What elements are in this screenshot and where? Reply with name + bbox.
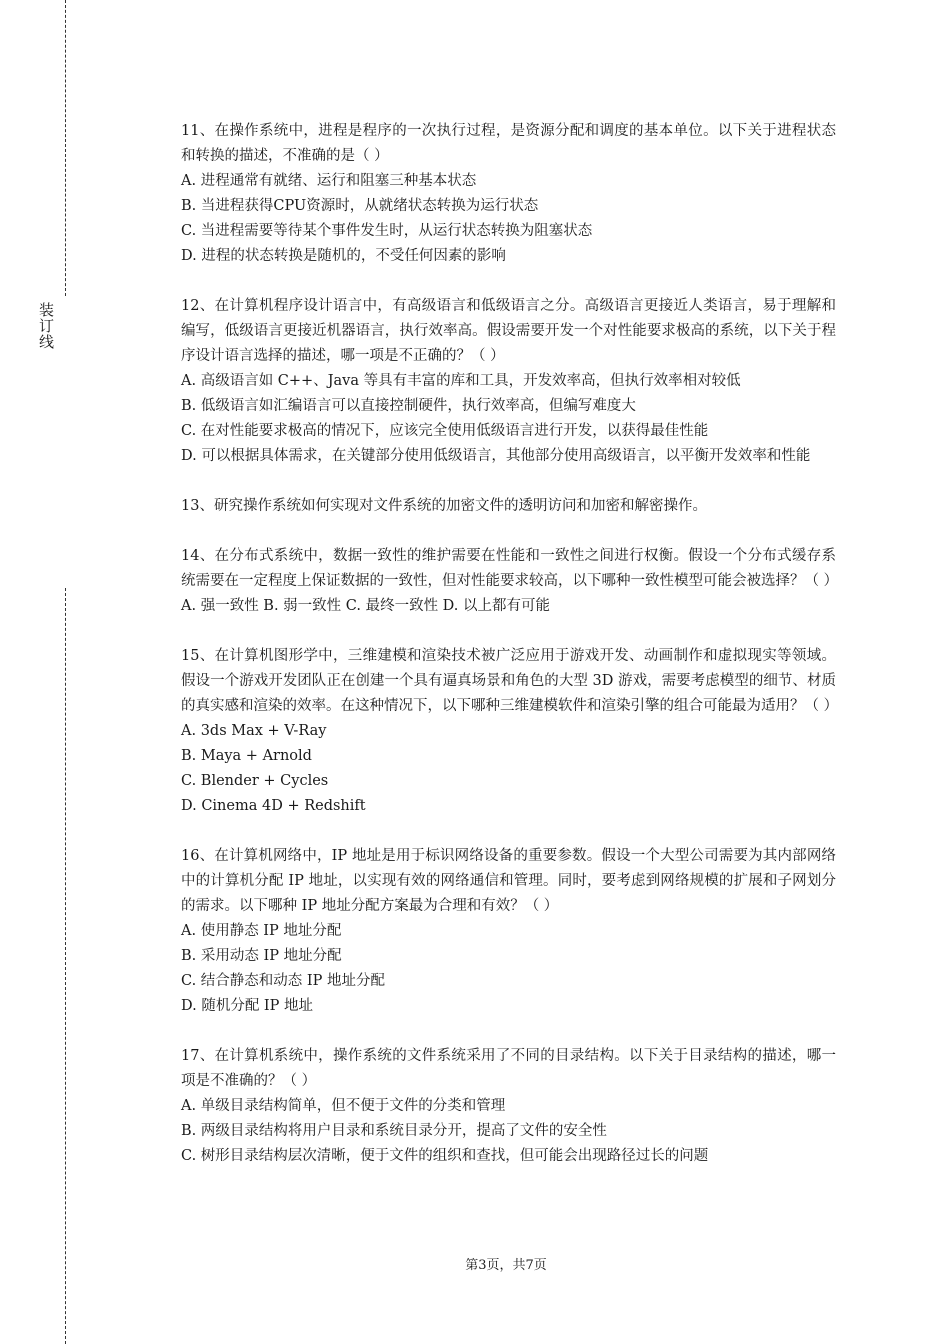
question-14 (181, 544, 839, 619)
option-d: D. 可以根据具体需求，在关键部分使用低级语言，其他部分使用高级语言，以平衡开发效率和性能 (181, 448, 811, 464)
option-b: B. 当进程获得CPU资源时，从就绪状态转换为运行状态 (181, 198, 539, 214)
page-number: 第3页，共7页 (465, 1258, 547, 1273)
option-a: A. 进程通常有就绪、运行和阻塞三种基本状态 (181, 173, 477, 189)
option-a: A. 单级目录结构简单，但不便于文件的分类和管理 (181, 1098, 506, 1114)
option-d: D. 随机分配 IP 地址 (181, 998, 314, 1014)
option-a: A. 3ds Max + V-Ray (181, 723, 327, 739)
option-a: A. 高级语言如 C++、Java 等具有丰富的库和工具，开发效率高，但执行效率相对较低 (181, 373, 741, 389)
question-13 (181, 494, 836, 519)
question-12 (181, 294, 836, 469)
exam-content (181, 119, 839, 1194)
option-c: C. 结合静态和动态 IP 地址分配 (181, 973, 385, 989)
question-stem: 14、在分布式系统中，数据一致性的维护需要在性能和一致性之间进行权衡。假设一个分布式缓存系统需要在一定程度上保证数据的一致性，但对性能要求较高，以下哪种一致性模型可能会被选择？（ ） (181, 548, 839, 589)
question-stem: 13、研究操作系统如何实现对文件系统的加密文件的透明访问和加密和解密操作。 (181, 498, 707, 514)
question-stem: 16、在计算机网络中，IP 地址是用于标识网络设备的重要参数。假设一个大型公司需要为其内部网络中的计算机分配 IP 地址，以实现有效的网络通信和管理。同时，要考虑到网络规模的扩展和子网划分的需求。以下哪种 IP 地址分配方案最为合理和有效？（ ） (181, 848, 836, 914)
option-b: B. 采用动态 IP 地址分配 (181, 948, 342, 964)
binding-dashed-line-bottom (65, 588, 66, 1344)
question-11 (181, 119, 836, 269)
question-stem: 15、在计算机图形学中，三维建模和渲染技术被广泛应用于游戏开发、动画制作和虚拟现实等领域。假设一个游戏开发团队正在创建一个具有逼真场景和角色的大型 3D 游戏，需要考虑模型的细节、材质的真实感和渲染的效率。在这种情况下，以下哪种三维建模软件和渲染引擎的组合可能最为适用？（ ） (181, 648, 839, 714)
option-b: B. 两级目录结构将用户目录和系统目录分开，提高了文件的安全性 (181, 1123, 607, 1139)
option-d: D. Cinema 4D + Redshift (181, 798, 366, 814)
binding-line-label: 装订线 (37, 302, 55, 350)
question-stem: 11、在操作系统中，进程是程序的一次执行过程，是资源分配和调度的基本单位。以下关于进程状态和转换的描述，不准确的是（ ） (181, 123, 836, 164)
page-footer (0, 1257, 950, 1275)
option-c: C. 树形目录结构层次清晰，便于文件的组织和查找，但可能会出现路径过长的问题 (181, 1148, 709, 1164)
question-stem: 12、在计算机程序设计语言中，有高级语言和低级语言之分。高级语言更接近人类语言，易于理解和编写，低级语言更接近机器语言，执行效率高。假设需要开发一个对性能要求极高的系统，以下关于程序设计语言选择的描述，哪一项是不正确的？（ ） (181, 298, 836, 364)
question-15 (181, 644, 839, 819)
option-c: C. Blender + Cycles (181, 773, 329, 789)
option-d: D. 进程的状态转换是随机的，不受任何因素的影响 (181, 248, 506, 264)
option-c: C. 在对性能要求极高的情况下，应该完全使用低级语言进行开发，以获得最佳性能 (181, 423, 709, 439)
option-line: A. 强一致性 B. 弱一致性 C. 最终一致性 D. 以上都有可能 (181, 598, 551, 614)
option-a: A. 使用静态 IP 地址分配 (181, 923, 342, 939)
option-b: B. Maya + Arnold (181, 748, 312, 764)
option-c: C. 当进程需要等待某个事件发生时，从运行状态转换为阻塞状态 (181, 223, 593, 239)
question-stem: 17、在计算机系统中，操作系统的文件系统采用了不同的目录结构。以下关于目录结构的描述，哪一项是不准确的？（ ） (181, 1048, 836, 1089)
binding-dashed-line-top (65, 0, 66, 296)
question-16 (181, 844, 836, 1019)
option-b: B. 低级语言如汇编语言可以直接控制硬件，执行效率高，但编写难度大 (181, 398, 636, 414)
question-17 (181, 1044, 836, 1169)
